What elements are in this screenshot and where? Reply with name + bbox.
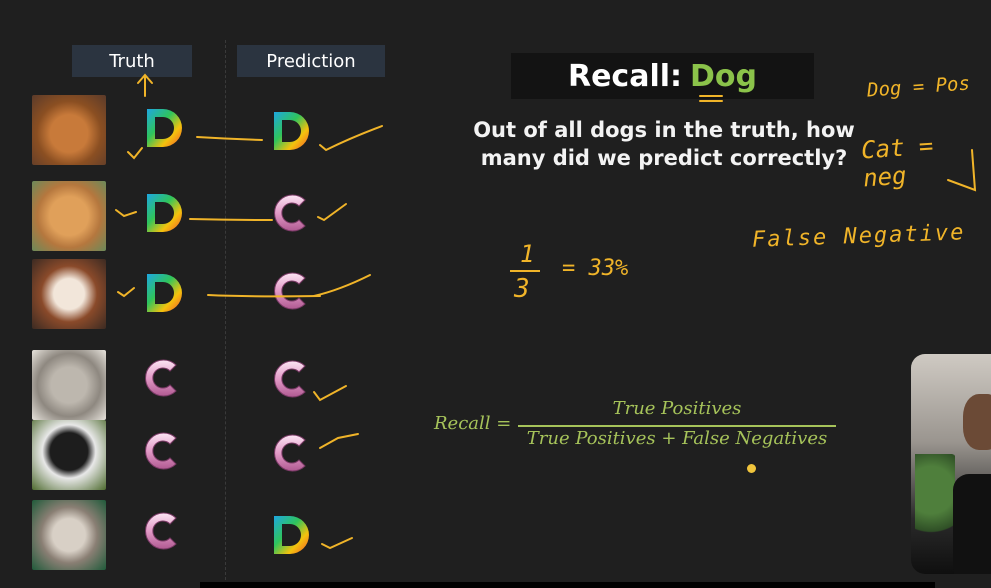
bottom-bar bbox=[200, 582, 935, 588]
note-false-negative: False Negative bbox=[751, 220, 966, 253]
question-line-1: Out of all dogs in the truth, how bbox=[473, 118, 855, 142]
webcam-overlay bbox=[911, 354, 991, 574]
formula-label: Recall = bbox=[434, 413, 512, 434]
webcam-body bbox=[953, 474, 991, 574]
fraction-denominator: 3 bbox=[514, 274, 530, 304]
formula-fraction-bar bbox=[518, 425, 836, 427]
right-annotation-strokes bbox=[690, 80, 990, 200]
percentage-note: = 33% bbox=[562, 256, 629, 281]
question-line-2: many did we predict correctly? bbox=[480, 146, 848, 170]
truth-header: Truth bbox=[72, 45, 192, 77]
note-cat-neg: Cat = neg bbox=[860, 131, 935, 193]
webcam-plant bbox=[915, 454, 955, 544]
webcam-face bbox=[963, 394, 991, 450]
left-annotation-strokes bbox=[0, 0, 460, 588]
fraction-bar bbox=[510, 270, 540, 272]
formula-denominator: True Positives + False Negatives bbox=[526, 428, 828, 449]
recall-title: Recall: bbox=[567, 58, 683, 94]
fraction-numerator: 1 bbox=[520, 240, 535, 268]
prediction-header: Prediction bbox=[237, 45, 385, 77]
formula-numerator: True Positives bbox=[612, 398, 742, 419]
cursor-dot bbox=[747, 464, 756, 473]
note-dog-pos: Dog = Pos bbox=[866, 72, 971, 102]
recall-title-highlight: Dog bbox=[690, 58, 758, 94]
